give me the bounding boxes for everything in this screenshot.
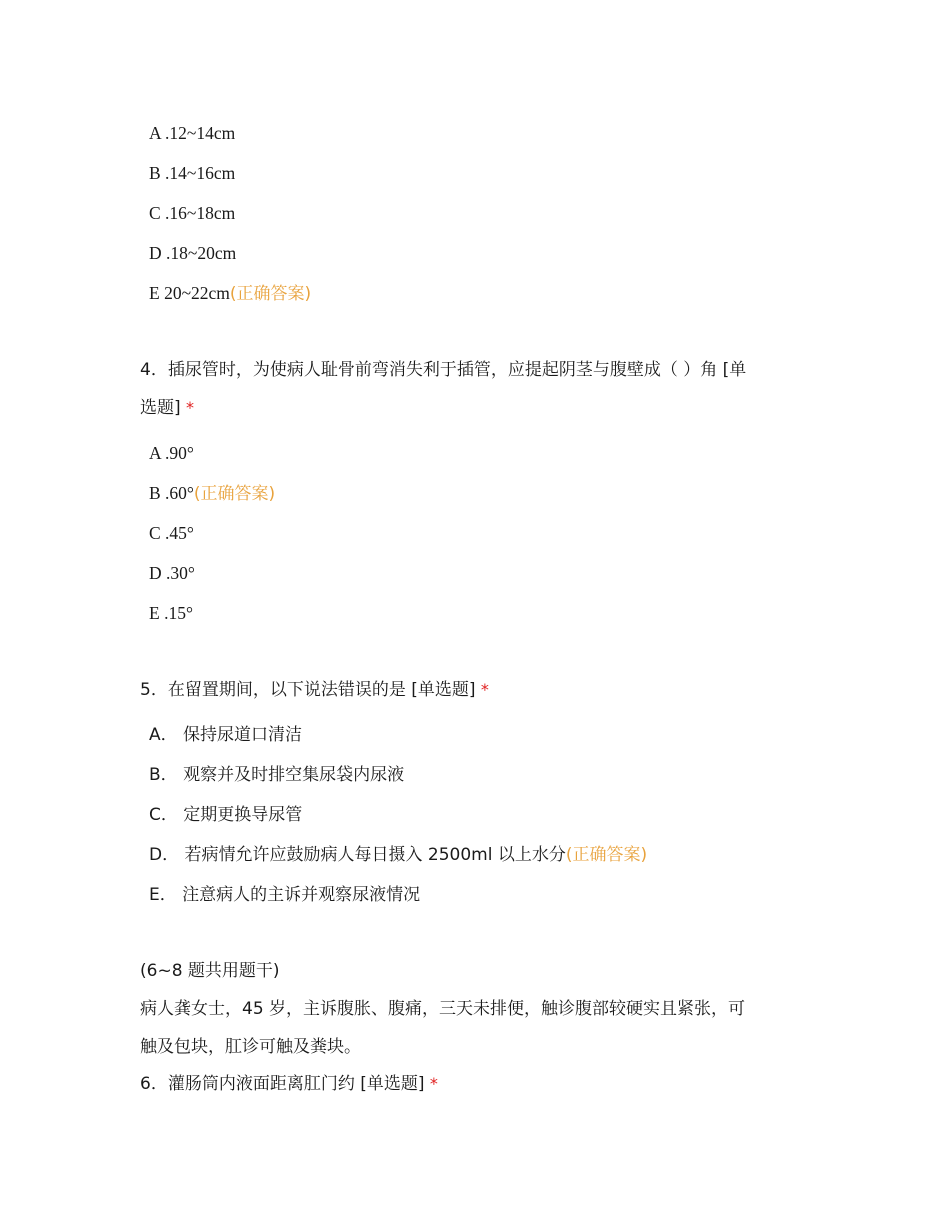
q5-option-a: A． 保持尿道口清洁 <box>149 725 303 745</box>
required-asterisk: * <box>429 1074 438 1093</box>
q6-title: 6．灌肠筒内液面距离肛门约 [单选题] * <box>140 1074 438 1094</box>
q3-option-c: C .16~18cm <box>149 203 236 223</box>
q4-option-c: C .45° <box>149 523 194 543</box>
correct-answer-mark: (正确答案) <box>229 284 312 304</box>
q5-option-b: B． 观察并及时排空集尿袋内尿液 <box>149 765 405 785</box>
required-asterisk: * <box>480 680 489 699</box>
stem-line2: 触及包块，肛诊可触及粪块。 <box>140 1037 361 1057</box>
q3-option-d: D .18~20cm <box>149 243 237 263</box>
q3-option-a: A .12~14cm <box>149 123 236 143</box>
q3-option-e: E 20~22cm(正确答案) <box>149 283 312 304</box>
q4-title-line1: 4．插尿管时，为使病人耻骨前弯消失利于插管，应提起阴茎与腹壁成（ ）角 [单 <box>140 360 747 380</box>
required-asterisk: * <box>186 398 195 417</box>
q3-option-b: B .14~16cm <box>149 163 236 183</box>
q4-title-line2: 选题] * <box>140 398 195 418</box>
q5-option-c: C． 定期更换导尿管 <box>149 805 303 825</box>
q5-option-e: E． 注意病人的主诉并观察尿液情况 <box>149 885 421 905</box>
q5-title: 5．在留置期间，以下说法错误的是 [单选题] * <box>140 680 489 700</box>
q4-option-e: E .15° <box>149 603 193 623</box>
q4-option-a: A .90° <box>149 443 194 463</box>
correct-answer-mark: (正确答案) <box>193 484 276 504</box>
q4-option-b: B .60°(正确答案) <box>149 483 276 504</box>
stem-line1: 病人龚女士，45 岁，主诉腹胀、腹痛，三天未排便，触诊腹部较硬实且紧张，可 <box>140 999 746 1019</box>
stem-heading: (6~8 题共用题干) <box>140 961 280 981</box>
q4-option-d: D .30° <box>149 563 195 583</box>
q5-option-d: D． 若病情允许应鼓励病人每日摄入 2500ml 以上水分(正确答案) <box>149 845 648 865</box>
correct-answer-mark: (正确答案) <box>565 845 648 865</box>
